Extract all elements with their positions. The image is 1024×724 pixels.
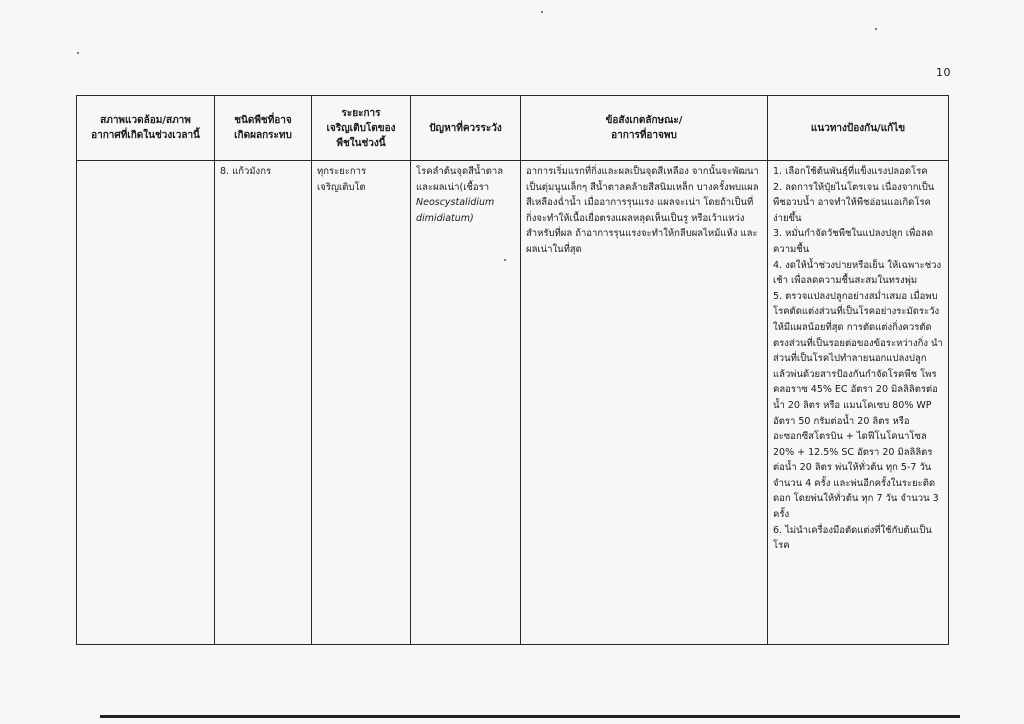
table-body xyxy=(77,161,949,645)
cell-environment xyxy=(77,161,215,645)
cell-symptoms: อาการเริ่มแรกที่กิ่งและผลเป็นจุดสีเหลือง จากนั้นจะพัฒนาเป็นตุ่มนูนเล็กๆ สีน้ำตาลคล้ายสีสนิมเหล็ก บางครั้งพบแผลสีเหลืองฉ่ำน้ำ เมื่ออาการรุนแรง แผลจะเน่า โดยถ้าเป็นที่กิ่งจะทำให้เนื้อเยื่อตรงแผลหลุดเห็นเป็นรู หรือเว้าแหว่ง สำหรับที่ผล ถ้าอาการรุนแรงจะทำให้กลีบผลไหม้แห้ง และผลเน่าในที่สุด xyxy=(521,161,768,645)
page-number: 10 xyxy=(936,66,951,79)
scan-speck xyxy=(875,28,877,30)
table-row xyxy=(77,161,949,645)
header-growth-stage: ระยะการ เจริญเติบโตของ พืชในช่วงนี้ xyxy=(312,96,411,161)
header-symptoms: ข้อสังเกตลักษณะ/ อาการที่อาจพบ xyxy=(521,96,768,161)
header-environment: สภาพแวดล้อม/สภาพ อากาศที่เกิดในช่วงเวลานี้ xyxy=(77,96,215,161)
cell-problem xyxy=(411,161,521,645)
scan-speck xyxy=(77,52,79,54)
guideline-item-3: 3. หมั่นกำจัดวัชพืชในแปลงปลูก เพื่อลดความชื้น xyxy=(773,228,933,255)
header-plant: ชนิดพืชที่อาจ เกิดผลกระทบ xyxy=(215,96,312,161)
scan-speck xyxy=(504,259,506,261)
guideline-item-5: 5. ตรวจแปลงปลูกอย่างสม่ำเสมอ เมื่อพบโรคตัดแต่งส่วนที่เป็นโรคอย่างระมัดระวังให้มีแผลน้อยที่สุด การตัดแต่งกิ่งควรตัดตรงส่วนที่เป็นรอยต่อของข้อระหว่างกิ่ง นำส่วนที่เป็นโรคไปทำลายนอกแปลงปลูก แล้วพ่นด้วยสารป้องกันกำจัดโรคพืช โพรคลอราซ 45% EC อัตรา 20 มิลลิลิตรต่อน้ำ 20 ลิตร หรือ แมนโคเซบ 80% WP อัตรา 50 กรัมต่อน้ำ 20 ลิตร หรือ xyxy=(773,290,943,427)
cell-plant: 8. แก้วมังกร xyxy=(215,161,312,645)
guideline-item-6: 6. ไม่นำเครื่องมือตัดแต่งที่ใช้กับต้นเป็นโรค xyxy=(773,524,932,552)
guideline-item-1: 1. เลือกใช้ต้นพันธุ์ที่แข็งแรงปลอดโรค xyxy=(773,166,928,177)
bottom-scan-edge xyxy=(100,715,960,718)
guideline-item-5-continued: อะซอกซีสโตรบิน + ไดฟีโนโคนาโซล 20% + 12.5% SC อัตรา 20 มิลลิลิตรต่อน้ำ 20 ลิตร พ่นให้ทั่วต้น ทุก 5-7 วัน จำนวน 4 ครั้ง และพ่นอีกครั้งในระยะติดดอก โดยพ่นให้ทั่วต้น ทุก 7 วัน จำนวน 3 ครั้ง xyxy=(773,431,939,521)
header-problem: ปัญหาที่ควรระวัง xyxy=(411,96,521,161)
header-guidelines: แนวทางป้องกัน/แก้ไข xyxy=(768,96,949,161)
header-row xyxy=(77,96,949,161)
table-header xyxy=(77,96,949,161)
problem-pathogen-latin: Neoscystalidium dimidiatum) xyxy=(416,197,495,224)
guideline-item-2: 2. ลดการให้ปุ๋ยไนโตรเจน เนื่องจากเป็นพืชอวบน้ำ อาจทำให้พืชอ่อนแอเกิดโรคง่ายขึ้น xyxy=(773,181,935,224)
disease-guidance-table xyxy=(76,95,949,645)
scan-speck xyxy=(541,11,543,13)
cell-guidelines xyxy=(768,161,949,645)
cell-growth-stage: ทุกระยะการ เจริญเติบโต xyxy=(312,161,411,645)
guideline-item-4: 4. งดให้น้ำช่วงบ่ายหรือเย็น ให้เฉพาะช่วงเช้า เพื่อลดความชื้นสะสมในทรงพุ่ม xyxy=(773,259,942,287)
problem-thai-name: โรคลำต้นจุดสีน้ำตาล และผลเน่า(เชื้อรา xyxy=(416,166,504,193)
